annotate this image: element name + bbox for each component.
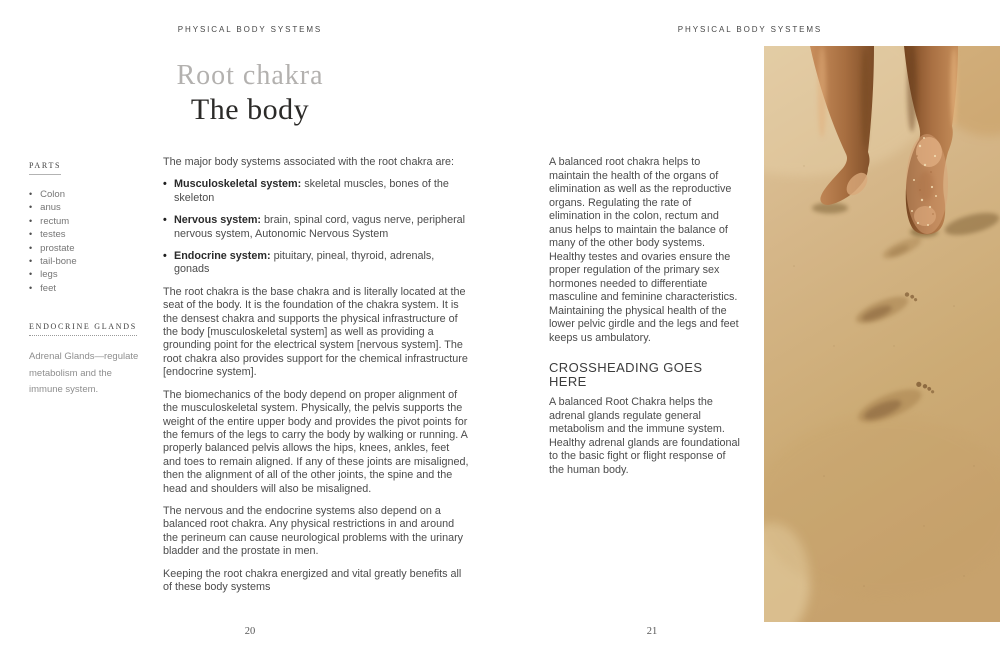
parts-list — [29, 188, 147, 295]
paragraph: The root chakra is the base chakra and is literally located at the seat of the body. It is the foundation of the chakra system. It is the densest chakra and supports the physical infrastructure of the body [musculoskeletal system] as well as providing a grounding point for the electrical system [nervous system]. The root chakra also provides support for the chemical infrastructure [endocrine system]. — [163, 285, 468, 379]
sidebar — [29, 155, 147, 399]
page-number-left: 20 — [244, 626, 256, 637]
bullet-rest: brain, spinal cord, vagus nerve, peripheral nervous system, Autonomic Nervous System — [174, 214, 466, 240]
sidebar-endocrine-block — [29, 316, 147, 399]
body-systems-list — [163, 178, 469, 276]
page-number-right: 21 — [646, 626, 658, 637]
list-item: • testes — [29, 228, 147, 241]
paragraph: The biomechanics of the body depend on proper alignment of the musculoskeletal system. Physically, the pelvis supports the weight of the entire upper body and provides the pivot points for the femurs of the legs to carry the body by walking or running. A properly balanced pelvis allows the hips, knees, ankles, feet and toes to remain aligned. If any of these joints are misaligned, then the alignment of all of the other joints, the spine and the head and shoulders will also be misaligned. — [163, 388, 469, 495]
list-item: • feet — [29, 282, 147, 295]
list-item: • tail-bone — [29, 255, 147, 268]
list-item: • anus — [29, 201, 147, 214]
paragraph: A balanced Root Chakra helps the adrenal glands regulate general metabolism and the immune system. Healthy adrenal glands are foundational to the basic fight or flight response of the human body. — [549, 396, 740, 476]
bullet-rest: skeletal muscles, bones of the skeleton — [174, 178, 449, 204]
crossheading: CROSSHEADING GOES HERE — [549, 360, 703, 389]
paragraph: A balanced root chakra helps to maintain the health of the organs of elimination as well as the reproductive organs. Regulating the rate of elimination in the colon, rectum and anus helps to maintain the balance of many of the other body systems. Healthy testes and ovaries ensure the proper regulation of the primary sex hormones needed to differentiate masculine and feminine characteristics. Maintaining the physical health of the lower pelvic girdle and the legs and feet keeps us ambulatory. — [549, 156, 739, 344]
bullet-lead: Musculoskeletal system: — [174, 178, 302, 191]
chapter-title: Root chakra — [176, 60, 324, 91]
right-text-column — [549, 156, 742, 486]
beach-feet-photo — [764, 46, 1000, 622]
sidebar-parts-heading: PARTS — [29, 161, 61, 175]
list-item: • Colon — [29, 188, 147, 201]
list-item: • rectum — [29, 215, 147, 228]
intro-line: The major body systems associated with the root chakra are: — [163, 156, 455, 168]
section-title: The body — [190, 93, 310, 126]
list-item: • prostate — [29, 242, 147, 255]
running-head-right: PHYSICAL BODY SYSTEMS — [677, 25, 823, 34]
sidebar-endocrine-heading: ENDOCRINE GLANDS — [29, 322, 137, 336]
title-block — [0, 60, 500, 127]
bullet-lead: Nervous system: — [174, 214, 262, 227]
paragraph: Keeping the root chakra energized and vital greatly benefits all of these body systems — [163, 567, 462, 593]
bullet-rest: pituitary, pineal, thyroid, adrenals, gonads — [174, 250, 435, 276]
list-item — [163, 214, 469, 241]
beach-feet-illustration — [764, 46, 1000, 622]
list-item: • legs — [29, 268, 147, 281]
left-main-column — [163, 156, 469, 603]
bullet-lead: Endocrine system: — [174, 250, 271, 263]
sidebar-note: Adrenal Glands—regulate metabolism and the immune system. — [29, 351, 139, 396]
running-head-left: PHYSICAL BODY SYSTEMS — [177, 25, 323, 34]
list-item — [163, 250, 469, 277]
paragraph: The nervous and the endocrine systems also depend on a balanced root chakra. Any physical restrictions in and around the perineum can cause neurological problems with the urinary bladder and the prostate in men. — [163, 504, 464, 558]
list-item — [163, 178, 469, 205]
